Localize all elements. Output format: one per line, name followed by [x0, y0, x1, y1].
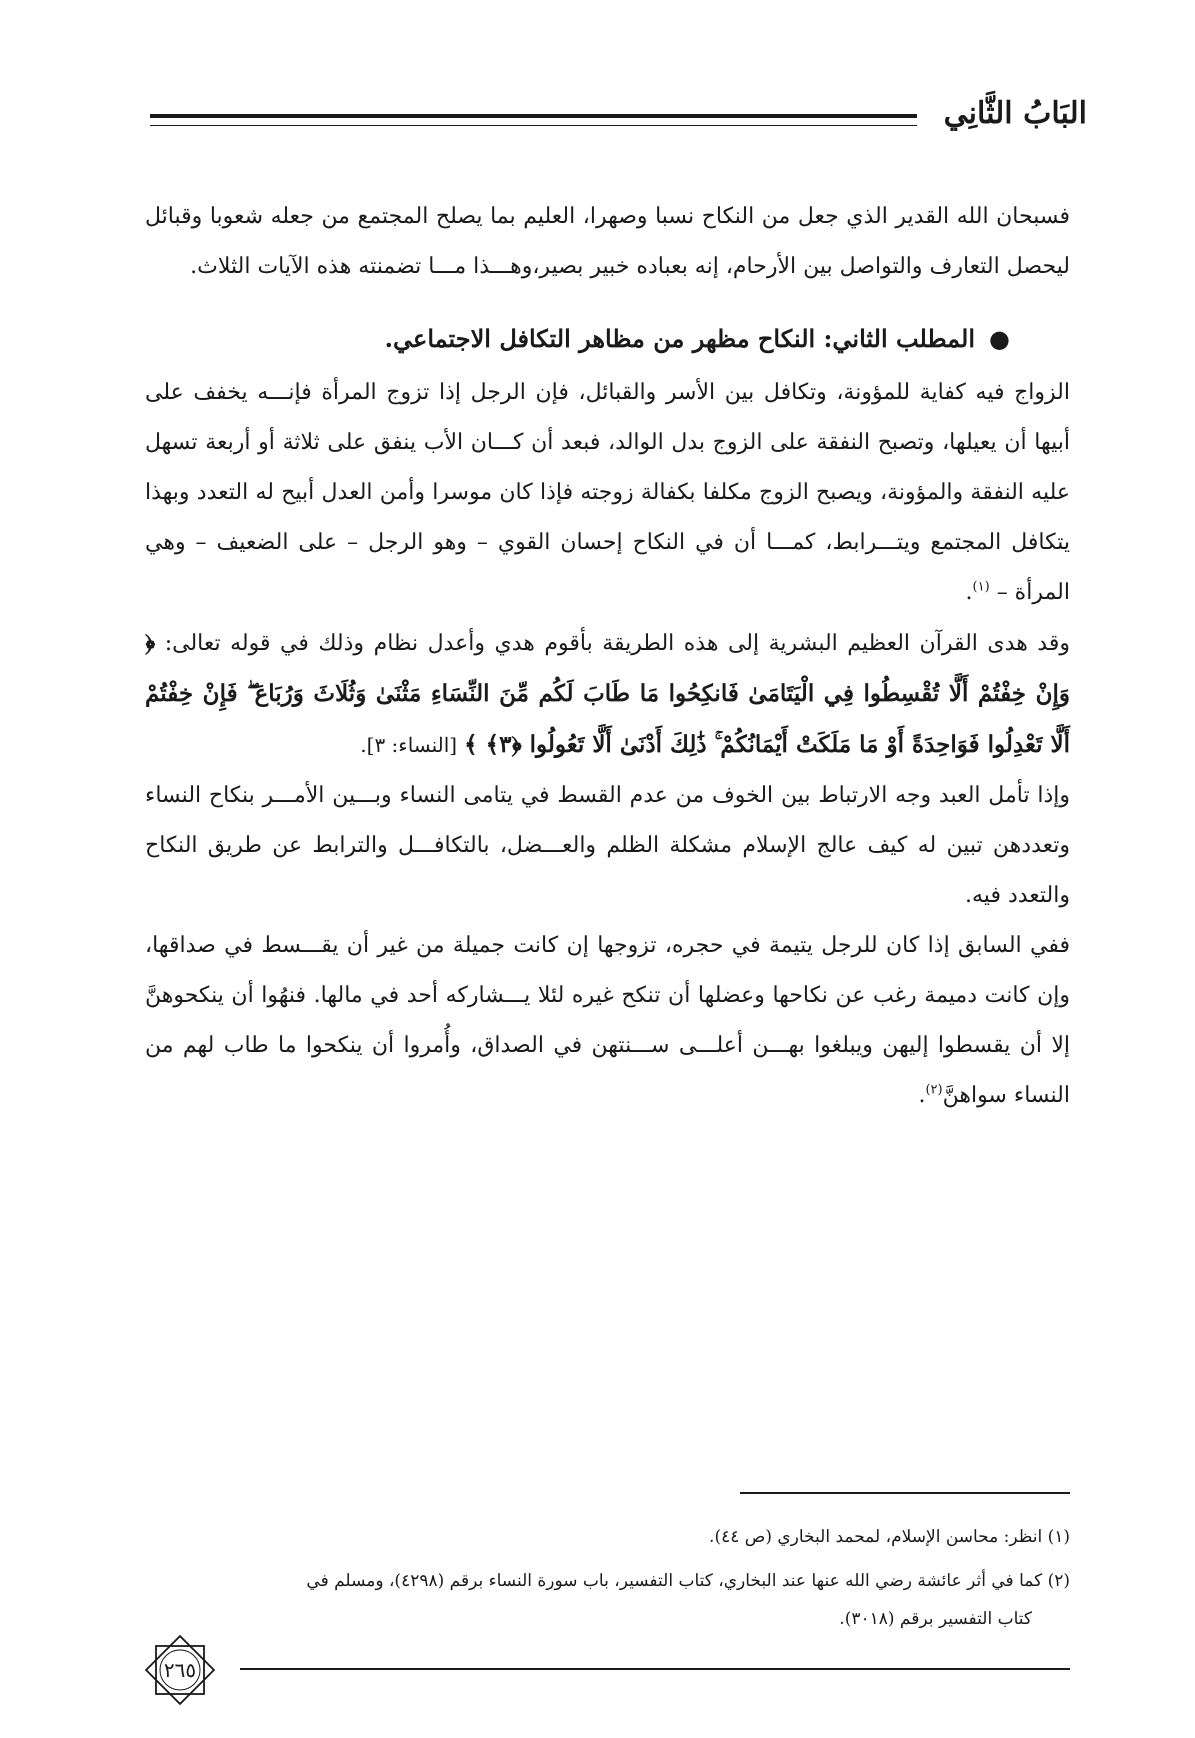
paragraph-3: [145, 618, 1070, 771]
paragraph-3-lead: وقد هدى القرآن العظيم البشرية إلى هذه الطريقة بأقوم هدي وأعدل نظام وذلك في قوله تعالى:: [164, 631, 1070, 656]
page-header: [150, 82, 1087, 142]
page-number: ٢٦٥: [163, 1658, 197, 1682]
quran-verse: ﴿ وَإِنْ خِفْتُمْ أَلَّا تُقْسِطُوا فِي الْيَتَامَىٰ فَانكِحُوا مَا طَابَ لَكُم مِّنَ النِّسَاءِ مَثْنَىٰ وَثُلَاثَ وَرُبَاعَ ۖ فَإِنْ خِفْتُمْ أَلَّا تَعْدِلُوا فَوَاحِدَةً أَوْ مَا مَلَكَتْ أَيْمَانُكُمْ ۚ ذَٰلِكَ أَدْنَىٰ أَلَّا تَعُولُوا ﴿٣﴾ ﴾: [145, 629, 1070, 758]
footnote-2-text: (٢) كما في أثر عائشة رضي الله عنها عند البخاري، كتاب التفسير، باب سورة النساء برقم (٤٢٩٨)، ومسلم في: [306, 1571, 1070, 1591]
paragraph-2: الزواج فيه كفاية للمؤونة، وتكافل بين الأسر والقبائل، فإن الرجل إذا تزوج المرأة فإنـــه يخفف على أبيها أن يعيلها، وتصبح النفقة على الزوج بدل الوالد، فبعد أن كـــان الأب ينفق على ثلاثة أو أربعة تسهل عليه النفقة والمؤونة، ويصبح الزوج مكلفا بكفالة زوجته فإذا كان موسرا وأمن العدل أبيح له التعدد وبهذا يتكافل المجتمع ويتـــرابط، كمـــا أن في النكاح إحسان القوي – وهو الرجل – على الضعيف – وهي المرأة – $^{(١)}$.: [145, 380, 1070, 605]
footnote-ref-2[interactable]: (٢): [925, 1082, 943, 1098]
footnotes: [145, 1518, 1070, 1644]
verse-reference: [النساء: ٣].: [360, 733, 458, 757]
section-heading-text: المطلب الثاني: النكاح مظهر من مظاهر التكافل الاجتماعي.: [384, 324, 976, 353]
paragraph-2-text: الزواج فيه كفاية للمؤونة، وتكافل بين الأسر والقبائل، فإن الرجل إذا تزوج المرأة فإنـــه يخفف على أبيها أن يعيلها، وتصبح النفقة على الزوج بدل الوالد، فبعد أن كـــان الأب ينفق على ثلاثة أو أربعة تسهل عليه النفقة والمؤونة، ويصبح الزوج مكلفا بكفالة زوجته فإذا كان موسرا وأمن العدل أبيح له التعدد وبهذا يتكافل المجتمع ويتـــرابط، كمـــا أن في النكاح إحسان القوي – وهو الرجل – على الضعيف – وهي المرأة –: [145, 380, 1070, 605]
footnote-ref-1[interactable]: (١): [972, 579, 990, 595]
footnote-2-continuation: كتاب التفسير برقم (٣٠١٨).: [839, 1609, 1032, 1629]
paragraph-1: فسبحان الله القدير الذي جعل من النكاح نسبا وصهرا، العليم بما يصلح المجتمع من جعله شعوبا وقبائل ليحصل التعارف والتواصل بين الأرحام، إنه بعباده خبير بصير،وهـــذا مـــا تضمنته هذه الآيات الثلاث.: [145, 204, 1070, 279]
chapter-title: البَابُ الثَّانِي: [943, 96, 1087, 131]
page-number-badge: [140, 1630, 220, 1710]
footnote-separator: [740, 1492, 1070, 1494]
paragraph-5: ففي السابق إذا كان للرجل يتيمة في حجره، تزوجها إن كانت جميلة من غير أن يقـــسط في صداقها، وإن كانت دميمة رغب عن نكاحها وعضلها أن تنكح غيره لئلا يـــشاركه أحد في مالها. فنهُوا أن ينكحوهنَّ إلا أن يقسطوا إليهن ويبلغوا بهـــن أعلـــى ســـنتهن في الصداق، وأُمروا أن ينكحوا ما طاب لهم من النساء سواهنَّ$^{(٢)}$.: [145, 933, 1070, 1108]
section-heading: [145, 314, 1070, 364]
header-double-rule: [150, 114, 917, 126]
footnote-2: [145, 1562, 1070, 1638]
paragraph-4: وإذا تأمل العبد وجه الارتباط بين الخوف من عدم القسط في يتامى النساء وبـــين الأمـــر بنكاح النساء وتعددهن تبين له كيف عالج الإسلام مشكلة الظلم والعـــضل، بالتكافـــل والترابط عن طريق النكاح والتعدد فيه.: [145, 783, 1070, 908]
bullet-icon: ●: [989, 324, 1010, 353]
page-body: [145, 192, 1070, 1121]
footer-rule: [240, 1668, 1070, 1670]
paragraph-5-text: ففي السابق إذا كان للرجل يتيمة في حجره، تزوجها إن كانت جميلة من غير أن يقـــسط في صداقها، وإن كانت دميمة رغب عن نكاحها وعضلها أن تنكح غيره لئلا يـــشاركه أحد في مالها. فنهُوا أن ينكحوهنَّ إلا أن يقسطوا إليهن ويبلغوا بهـــن أعلـــى ســـنتهن في الصداق، وأُمروا أن ينكحوا ما طاب لهم من النساء سواهنَّ: [145, 933, 1070, 1108]
footnote-1: (١) انظر: محاسن الإسلام، لمحمد البخاري (ص ٤٤).: [709, 1527, 1070, 1547]
